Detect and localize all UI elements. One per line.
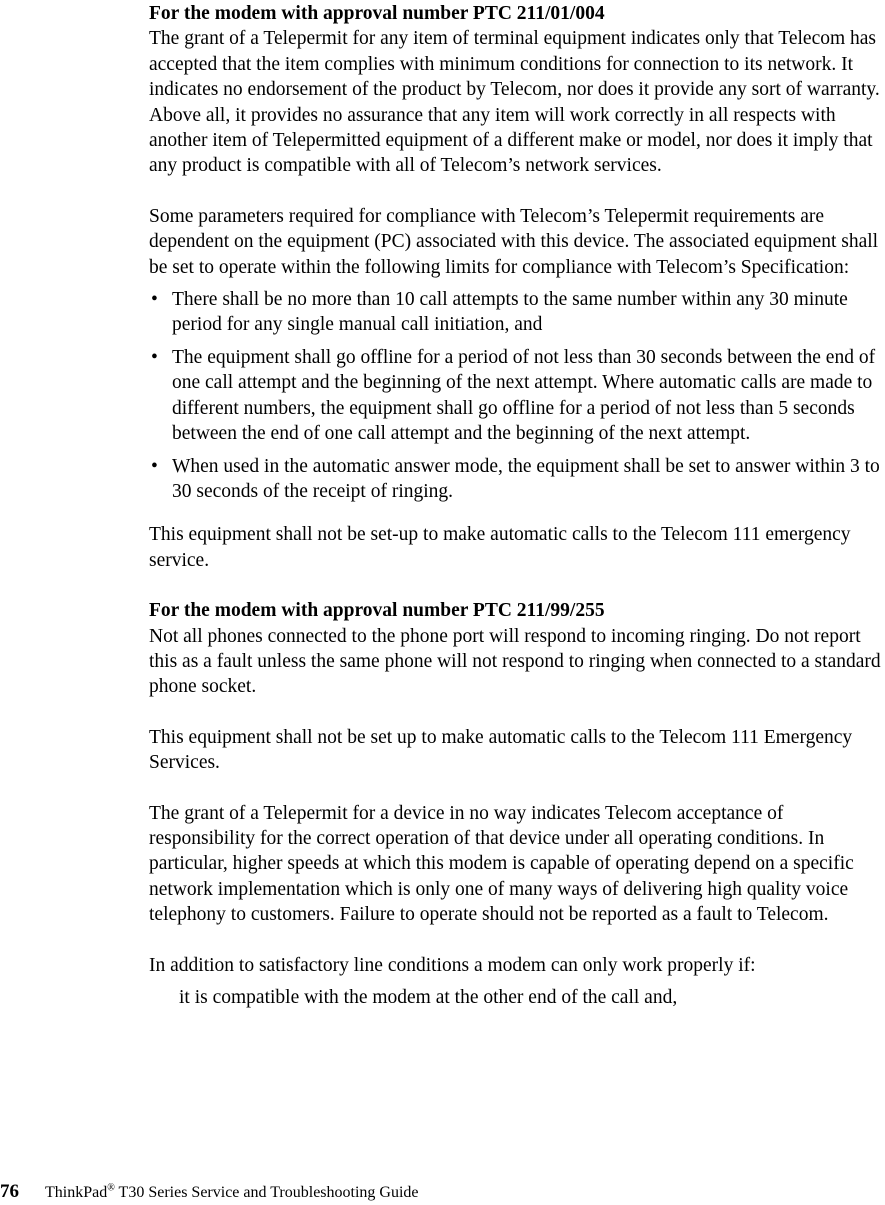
emergency-service-paragraph: This equipment shall not be set-up to make automatic calls to the Telecom 111 emergency service. xyxy=(149,524,851,571)
list-item xyxy=(149,345,885,447)
compliance-limits-list xyxy=(149,287,885,504)
section-heading-ptc-211-01-004: For the modem with approval number PTC 211/01/004 xyxy=(149,3,605,24)
book-title-suffix: T30 Series Service and Troubleshooting Guide xyxy=(114,1184,419,1201)
registered-trademark-mark: ® xyxy=(107,1182,115,1194)
list-item-text: When used in the automatic answer mode, the equipment shall be set to answer within 3 to 30 seconds of the receipt of ringing. xyxy=(172,455,880,502)
compatibility-condition: it is compatible with the modem at the other end of the call and, xyxy=(179,987,678,1008)
list-item-text: There shall be no more than 10 call attempts to the same number within any 30 minute period for any single manual call initiation, and xyxy=(172,289,848,336)
list-item xyxy=(149,454,885,505)
page-number: 76 xyxy=(0,1181,19,1202)
compliance-parameters-paragraph: Some parameters required for compliance with Telecom’s Telepermit requirements are dependent on the equipment (PC) associated with this device. The associated equipment shall be set to operate within the following limits for compliance with Telecom’s Specification: xyxy=(149,205,879,278)
list-item-text: The equipment shall go offline for a period of not less than 30 seconds between the end of one call attempt and the beginning of the next attempt. Where automatic calls are made to different numbers, the equipment shall go offline for a period of not less than 5 seconds between the end of one call attempt and the beginning of the next attempt. xyxy=(172,346,876,445)
bullet-marker: • xyxy=(151,346,158,368)
bullet-marker: • xyxy=(151,455,158,477)
emergency-services-paragraph: This equipment shall not be set up to make automatic calls to the Telecom 111 Emergency Services. xyxy=(149,726,853,774)
telepermit-responsibility-paragraph: The grant of a Telepermit for a device in no way indicates Telecom acceptance of responsibility for the correct operation of that device under all operating conditions. In particular, higher speeds at which this modem is capable of operating depend on a specific network implementation which is only one of many ways of delivering high quality voice telephony to customers. Failure to operate should not be reported as a fault to Telecom. xyxy=(149,802,854,926)
phone-ringing-paragraph: Not all phones connected to the phone port will respond to incoming ringing. Do not report this as a fault unless the same phone will not respond to ringing when connected to a standard phone socket. xyxy=(149,625,881,698)
telepermit-grant-paragraph: The grant of a Telepermit for any item of terminal equipment indicates only that Telecom has accepted that the item complies with minimum conditions for connection to its network. It indicates no endorsement of the product by Telecom, nor does it provide any sort of warranty. Above all, it provides no assurance that any item will work correctly in all respects with another item of Telepermitted equipment of a different make or model, nor does it imply that any product is compatible with all of Telecom’s network services. xyxy=(149,28,880,177)
section-heading-ptc-211-99-255: For the modem with approval number PTC 211/99/255 xyxy=(149,600,605,622)
page-content xyxy=(149,1,885,1010)
page-footer xyxy=(0,1180,419,1205)
list-item xyxy=(149,287,885,338)
line-conditions-paragraph: In addition to satisfactory line conditions a modem can only work properly if: xyxy=(149,954,756,976)
bullet-marker: • xyxy=(151,289,158,311)
book-title-prefix: ThinkPad xyxy=(45,1184,108,1201)
